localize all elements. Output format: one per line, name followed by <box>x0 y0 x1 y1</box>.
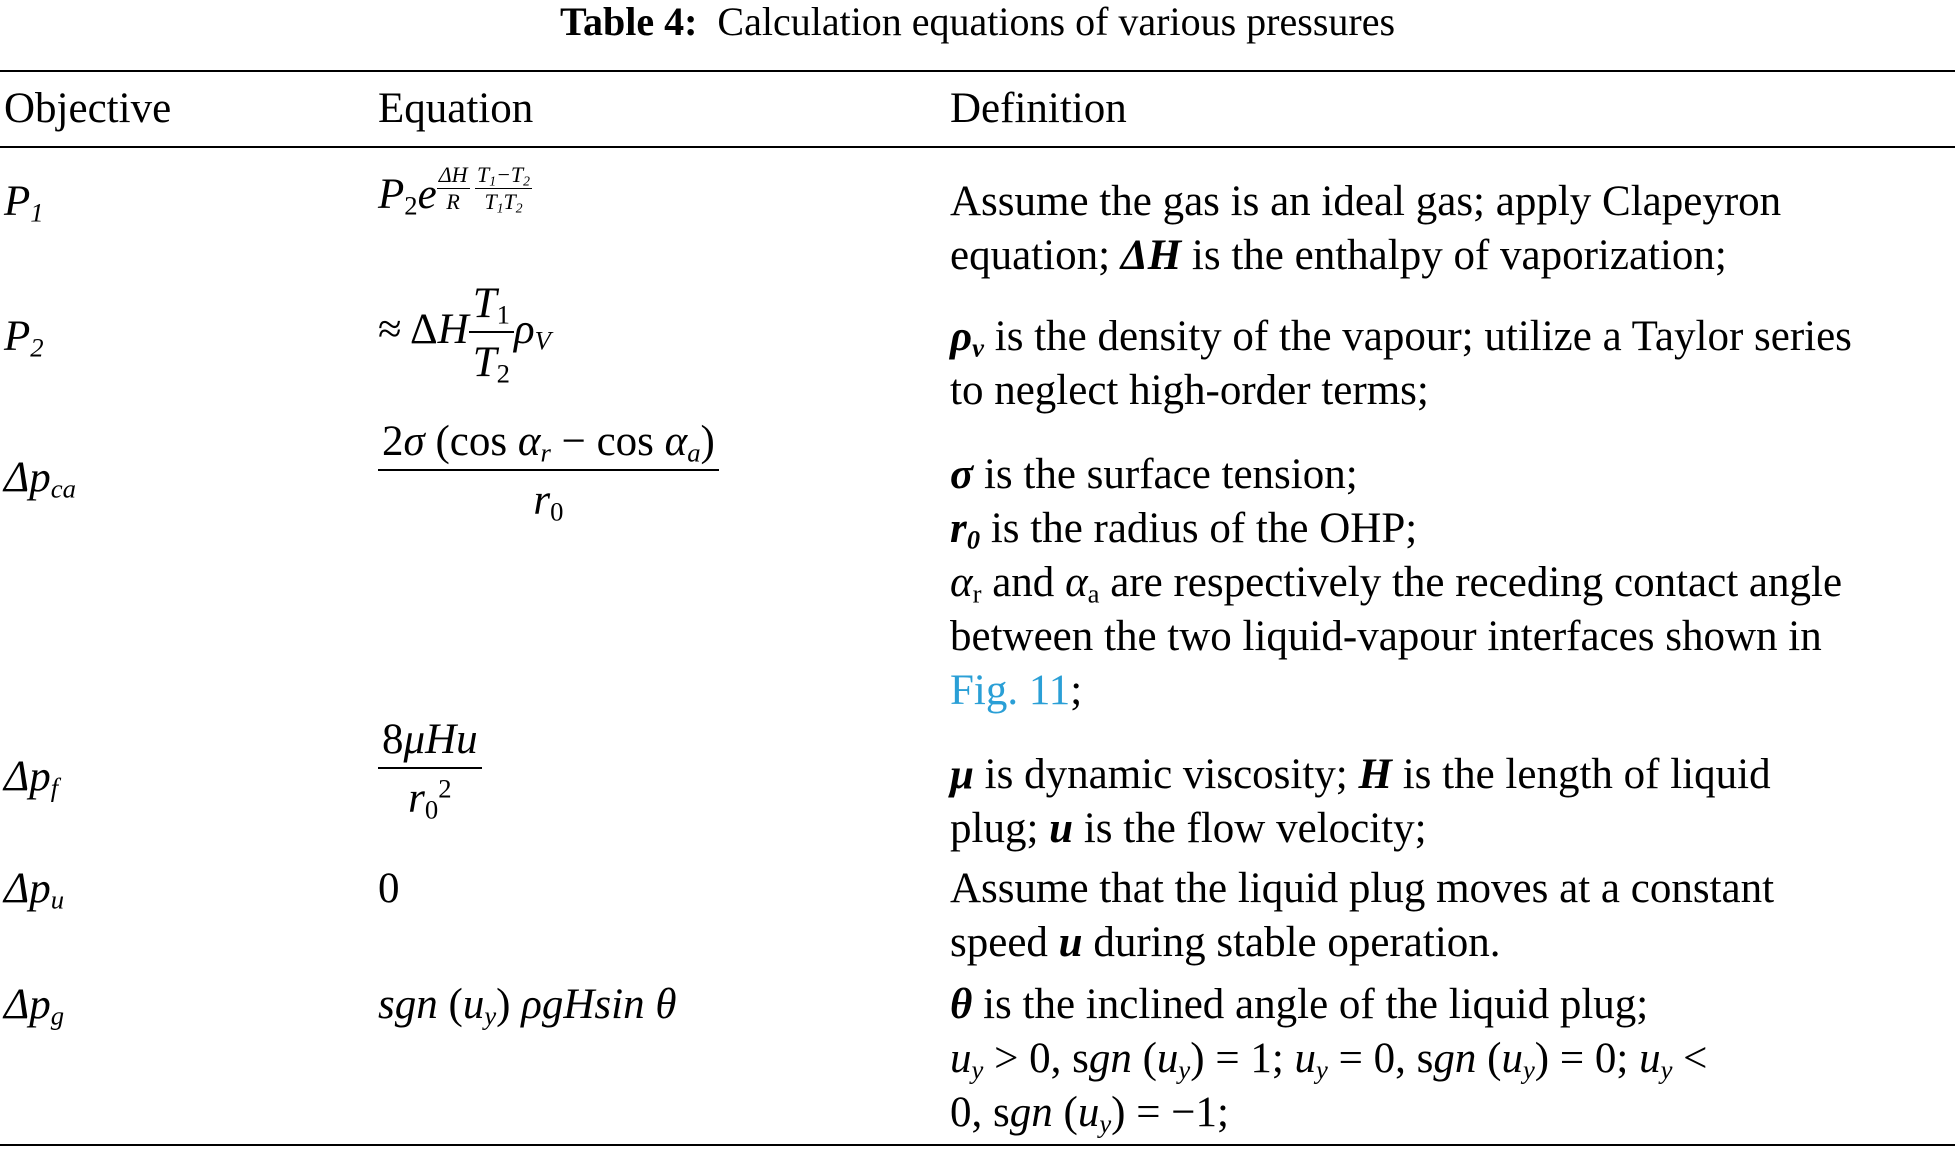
definition-line: μ is dynamic viscosity; H is the length of liquid <box>950 751 1771 798</box>
top-rule <box>0 70 1955 72</box>
definition-line: Fig. 11; <box>950 667 1083 714</box>
table-row-equation: $\frac{\text{8μHu}}{r_0^2}$ <box>378 718 482 820</box>
table-row-objective: $\Delta p_{ca}$ <box>4 454 76 504</box>
table-label: Table 4: <box>559 0 698 44</box>
table-row-objective: $\Delta p_g$ <box>4 981 65 1031</box>
exponent: $\frac{\Delta H}{R}$ $\frac{T_1-T_2}{T_1T_2}$ <box>438 162 530 216</box>
table-row-definition <box>950 448 1955 718</box>
definition-line: Assume the gas is an ideal gas; apply Clapeyron <box>950 178 1782 225</box>
table-row-definition <box>950 310 1955 418</box>
definition-line: $\alpha_r$ and $\alpha_a$ are respectively the receding contact angle <box>950 559 1843 609</box>
table-row-objective: $\Delta p_f$ <box>4 753 59 803</box>
table-row-equation: 0 <box>378 865 400 912</box>
table-row-objective: $\Delta p_u$ <box>4 865 65 915</box>
table-row-definition <box>950 175 1955 283</box>
header-equation: Equation <box>378 85 534 132</box>
definition-line: plug; u is the flow velocity; <box>950 805 1427 852</box>
header-objective: Objective <box>4 85 172 132</box>
table-row-objective: $P_1$ <box>4 178 44 228</box>
definition-line: equation; ΔH is the enthalpy of vaporization; <box>950 232 1727 279</box>
table-row-equation: $\frac{2\sigma (\cos \alpha_r - \cos \alpha_a)}{r_0}$ <box>378 420 719 522</box>
table-row-equation: sgn $(u_y)$ ρgHsin θ <box>378 981 677 1031</box>
table-row-equation: ≈ ΔH $\frac{T_1}{T_2}$ $\rho_V$ <box>378 280 551 389</box>
definition-line: $\rho_v$ is the density of the vapour; utilize a Taylor series <box>950 313 1852 363</box>
definition-line: $r_0$ is the radius of the OHP; <box>950 505 1418 555</box>
header-definition: Definition <box>950 85 1127 132</box>
table-caption <box>0 0 1955 44</box>
definition-line: $u_y > 0$, sgn $(u_y) = 1$; $u_y = 0$, sgn $(u_y) = 0$; $u_y$ < <box>950 1035 1708 1085</box>
header-rule <box>0 146 1955 148</box>
bottom-rule <box>0 1144 1955 1146</box>
table-title: Calculation equations of various pressures <box>717 0 1396 44</box>
table-row-definition <box>950 978 1955 1140</box>
definition-line: 0, sgn $(u_y) = -1$; <box>950 1089 1229 1139</box>
definition-line: to neglect high-order terms; <box>950 367 1429 414</box>
table-row-definition <box>950 862 1955 970</box>
table-row-equation: $P_2e$ $\frac{\Delta H}{R}$ $\frac{T_1-T_2}{T_1T_2}$ <box>378 162 530 221</box>
definition-line: between the two liquid-vapour interfaces shown in <box>950 613 1822 660</box>
definition-line: Assume that the liquid plug moves at a constant <box>950 865 1775 912</box>
table-row-objective: $P_2$ <box>4 313 44 363</box>
figure-link[interactable]: Fig. 11 <box>950 667 1071 714</box>
definition-line: θ is the inclined angle of the liquid plug; <box>950 981 1649 1028</box>
definition-line: speed u during stable operation. <box>950 919 1501 966</box>
table-row-definition <box>950 748 1955 856</box>
definition-line: σ is the surface tension; <box>950 451 1358 498</box>
